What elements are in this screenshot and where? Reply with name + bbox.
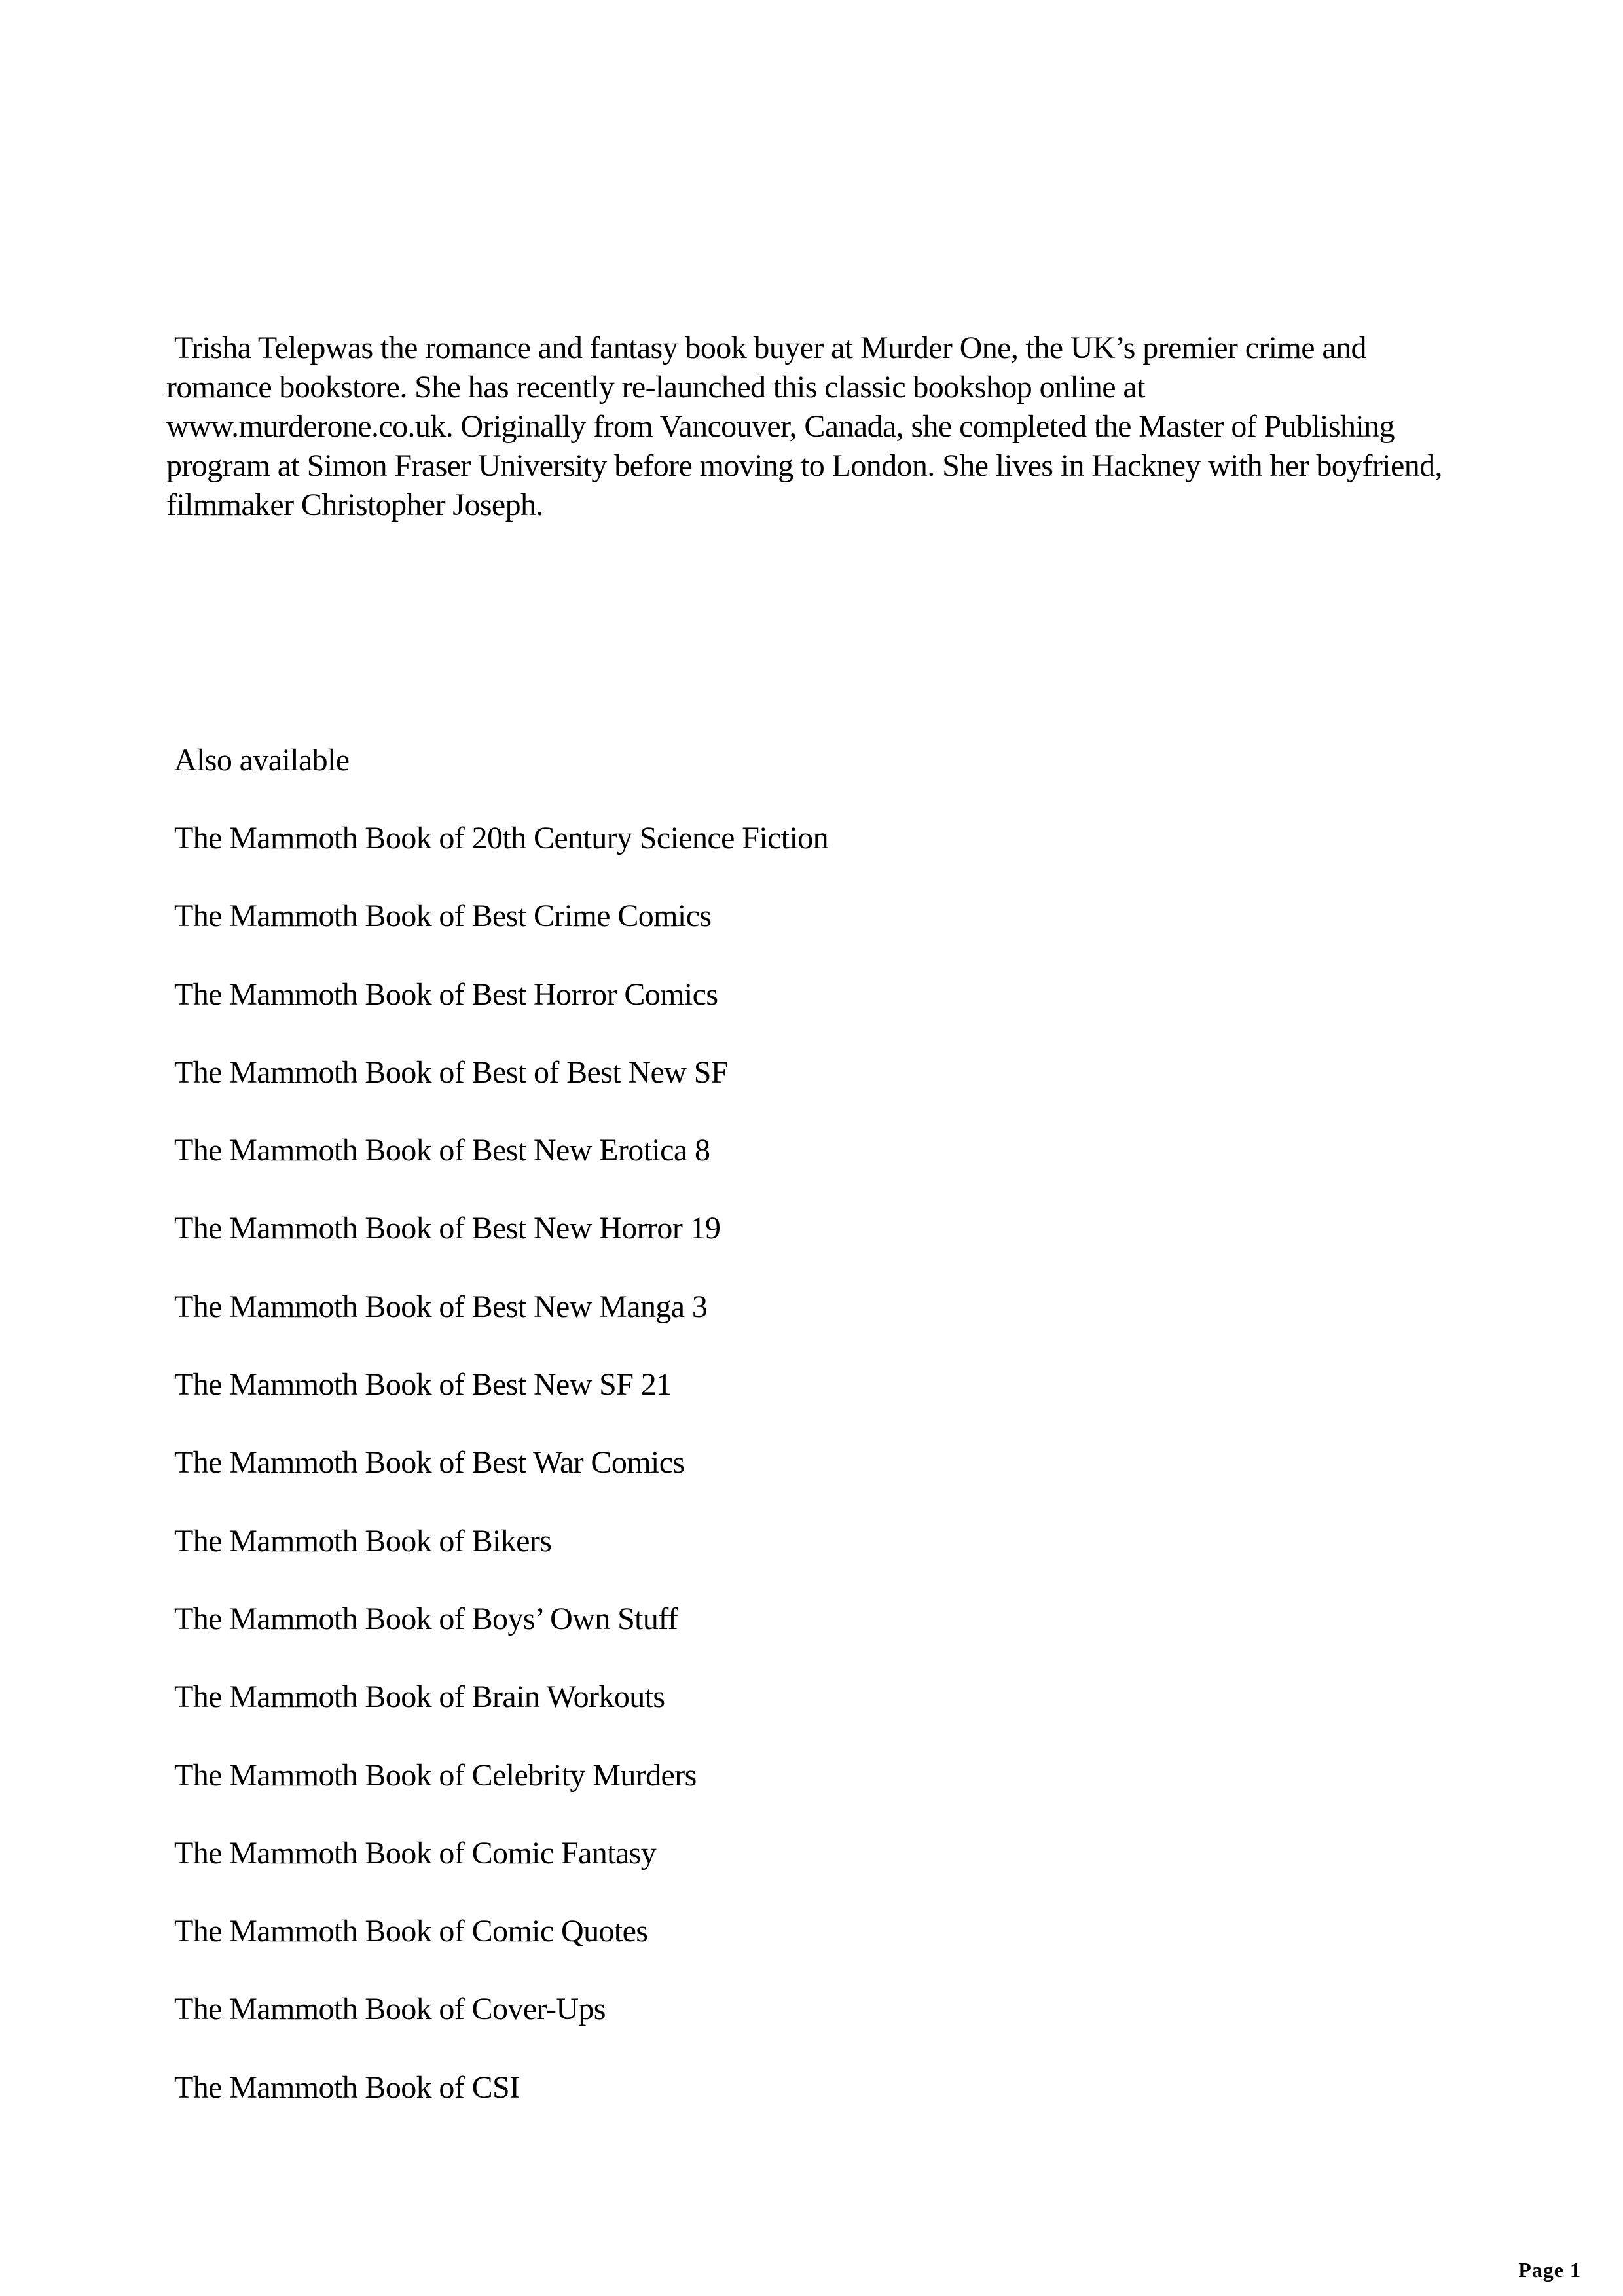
author-bio (166, 329, 1476, 525)
bio-line: Trisha Telepwas the romance and fantasy book buyer at Murder One, the UK’s premier crime and (174, 331, 1366, 365)
bio-line: program at Simon Fraser University before moving to London. She lives in Hackney with her boyfriend, (166, 448, 1442, 483)
bio-line: www.murderone.co.uk. Originally from Vancouver, Canada, she completed the Master of Publishing (166, 409, 1395, 444)
book-title: The Mammoth Book of Best New SF 21 (174, 1367, 672, 1403)
book-title: The Mammoth Book of Bikers (174, 1523, 552, 1558)
book-title: The Mammoth Book of Best New Horror 19 (174, 1211, 721, 1246)
book-title: The Mammoth Book of Best War Comics (174, 1445, 685, 1480)
book-title: The Mammoth Book of Cover-Ups (174, 1992, 606, 2027)
book-title: The Mammoth Book of Comic Fantasy (174, 1835, 657, 1871)
book-title: The Mammoth Book of Best New Manga 3 (174, 1289, 708, 1324)
bio-line: romance bookstore. She has recently re-launched this classic bookshop online at (166, 370, 1145, 404)
book-title: The Mammoth Book of Comic Quotes (174, 1914, 648, 1949)
bio-line: filmmaker Christopher Joseph. (166, 488, 543, 522)
also-available-heading: Also available (174, 743, 350, 778)
book-title: The Mammoth Book of Celebrity Murders (174, 1757, 697, 1793)
book-title: The Mammoth Book of Best Crime Comics (174, 899, 712, 934)
book-title: The Mammoth Book of Best of Best New SF (174, 1054, 728, 1090)
book-title: The Mammoth Book of Boys’ Own Stuff (174, 1601, 678, 1636)
book-list (174, 819, 828, 2146)
book-title: The Mammoth Book of 20th Century Science Fiction (174, 821, 829, 855)
book-title: The Mammoth Book of Best New Erotica 8 (174, 1133, 710, 1168)
book-title: The Mammoth Book of Best Horror Comics (174, 977, 718, 1012)
book-title: The Mammoth Book of Brain Workouts (174, 1679, 665, 1715)
book-title: The Mammoth Book of CSI (174, 2070, 520, 2105)
page-number: Page 1 (1518, 2258, 1581, 2282)
